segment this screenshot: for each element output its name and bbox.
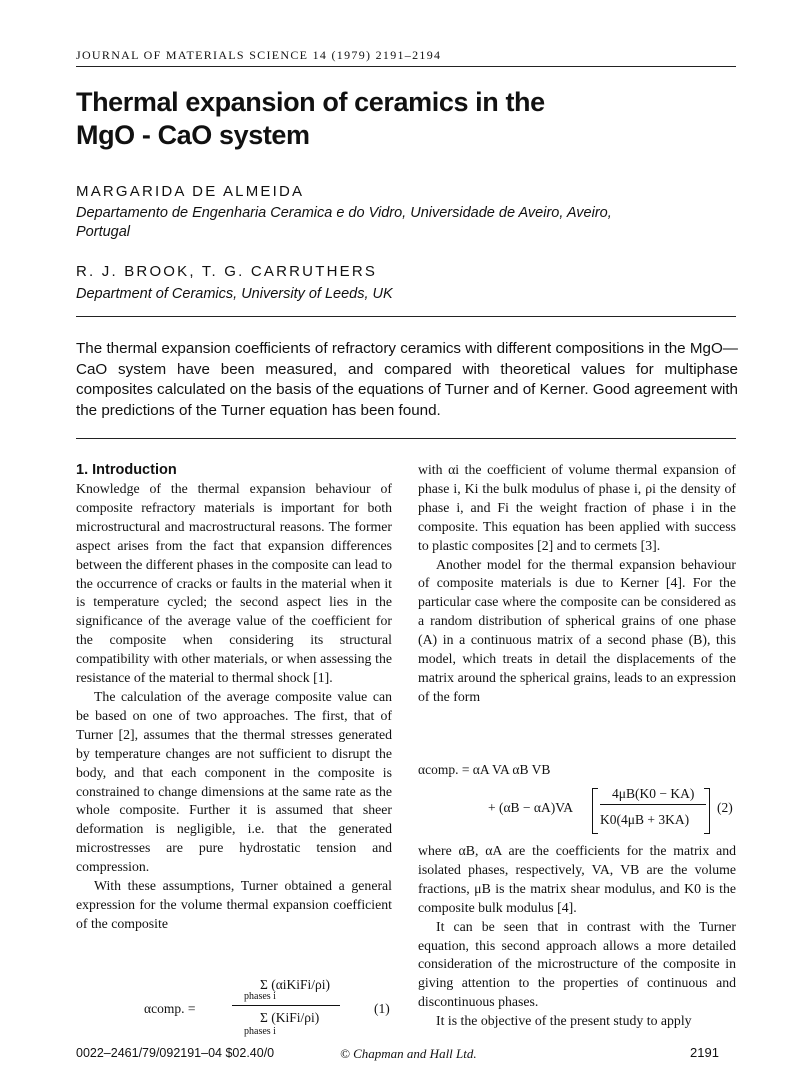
title-line-2: MgO - CaO system xyxy=(76,120,310,150)
footer-publisher: © Chapman and Hall Ltd. xyxy=(340,1046,477,1061)
header-rule xyxy=(76,66,736,67)
author-2-name: R. J. BROOK, T. G. CARRUTHERS xyxy=(76,263,378,280)
eq2-denominator: K0(4μB + 3KA) xyxy=(600,812,690,827)
eq1-fraction-line xyxy=(232,1005,340,1006)
intro-paragraph-3: With these assumptions, Turner obtained a general expression for the volume thermal expansion coefficient of the composite xyxy=(76,878,392,931)
right-paragraph-4: It can be seen that in contrast with the Turner equation, this second approach allows a more detailed consideration of the microstructure of the composite in giving attention to the properties of continuous and discontinuous phases. xyxy=(418,918,736,1010)
eq1-number: (1) xyxy=(374,1001,390,1016)
abstract-top-rule xyxy=(76,316,736,317)
right-column-lower xyxy=(418,842,736,1031)
author-1-affiliation xyxy=(76,204,716,242)
intro-paragraph-2: The calculation of the average composite value can be based on one of two approaches. The first, that of Turner [2], assumes that the thermal stresses generated by temperature changes are not sufficient to disrupt the body, and that each component in the composite is constrained to change dimensions at the same rate as the whole composite. Further it is assumed that sheer deformation is negligible, i.e. that the generated microstresses are pure hydrostatic tension and compression. xyxy=(76,688,392,875)
abstract-bottom-rule xyxy=(76,438,736,439)
eq1-numerator-subscript: phases i xyxy=(244,991,276,1002)
intro-paragraph-1: Knowledge of the thermal expansion behaviour of composite refractory materials is important for both microstructural and macrostructural reasons. The former aspect arises from the fact that expansion differences between the different phases in the composite can lead to the occurrence of cracks or faults in the material when it is temperature cycled; the second aspect lies in the significance of the average value of the coefficient for the composite when considering its structural compatibility with other materials, or when assessing the resistance of the material to thermal shock [1]. xyxy=(76,481,392,686)
eq2-right-bracket xyxy=(704,788,710,834)
eq1-denominator: Σ (KiFi/ρi) xyxy=(260,1010,320,1025)
paper-title xyxy=(76,86,716,152)
author-1-name: MARGARIDA DE ALMEIDA xyxy=(76,183,305,200)
eq2-line-2-left: + (αB − αA)VA xyxy=(488,800,574,815)
author-1-affiliation-line-2: Portugal xyxy=(76,224,131,240)
eq2-fraction-line xyxy=(600,804,706,805)
title-line-1: Thermal expansion of ceramics in the xyxy=(76,87,545,117)
eq1-lhs: αcomp. = xyxy=(144,1001,196,1016)
right-paragraph-3: where αB, αA are the coefficients for the matrix and isolated phases, respectively, VA, VB are the volume fractions, μB is the matrix shear modulus, and K0 is the composite bulk modulus [4]. xyxy=(418,843,736,915)
right-paragraph-2: Another model for the thermal expansion behaviour of composite materials is due to Kerner [4]. For the particular case where the composite can be considered as a random distribution of spherical grains of one phase (A) in a continuous matrix of a second phase (B), this model, which treats in detail the displacements of the matrix around the spherical grains, leads to an expression of the form xyxy=(418,556,736,704)
section-heading-introduction: 1. Introduction xyxy=(76,462,177,478)
right-paragraph-5: It is the objective of the present study to apply xyxy=(436,1013,692,1029)
eq2-line-1: αcomp. = αA VA αB VB xyxy=(418,762,551,777)
journal-header: JOURNAL OF MATERIALS SCIENCE 14 (1979) 2191–2194 xyxy=(76,48,442,62)
eq2-left-bracket xyxy=(592,788,598,834)
eq1-denominator-subscript: phases i xyxy=(244,1026,276,1037)
eq1-numerator: Σ (αiKiFi/ρi) xyxy=(260,977,331,992)
author-1-affiliation-line-1: Departamento de Engenharia Ceramica e do Vidro, Universidade de Aveiro, Aveiro, xyxy=(76,205,612,221)
eq2-numerator: 4μB(K0 − KA) xyxy=(612,786,695,801)
right-column-upper xyxy=(418,461,736,707)
right-paragraph-1: with αi the coefficient of volume thermal expansion of phase i, Ki the bulk modulus of phase i, ρi the density of phase i, and Fi the weight fraction of phase i in the composite. This equation has been applied with success to plastic composites [2] and to cermets [3]. xyxy=(418,462,736,553)
abstract: The thermal expansion coefficients of refractory ceramics with different compositions in the MgO—CaO system have been measured, and compared with theoretical values for multiphase composites calculated on the basis of the equations of Turner and of Kerner. Good agreement with the predictions of the Turner equation has been found. xyxy=(76,340,738,419)
eq2-number: (2) xyxy=(717,800,733,815)
footer-issn-code: 0022–2461/79/092191–04 $02.40/0 xyxy=(76,1046,275,1060)
footer-page-number: 2191 xyxy=(690,1045,719,1060)
author-2-affiliation: Department of Ceramics, University of Leeds, UK xyxy=(76,286,393,302)
left-column xyxy=(76,461,392,934)
